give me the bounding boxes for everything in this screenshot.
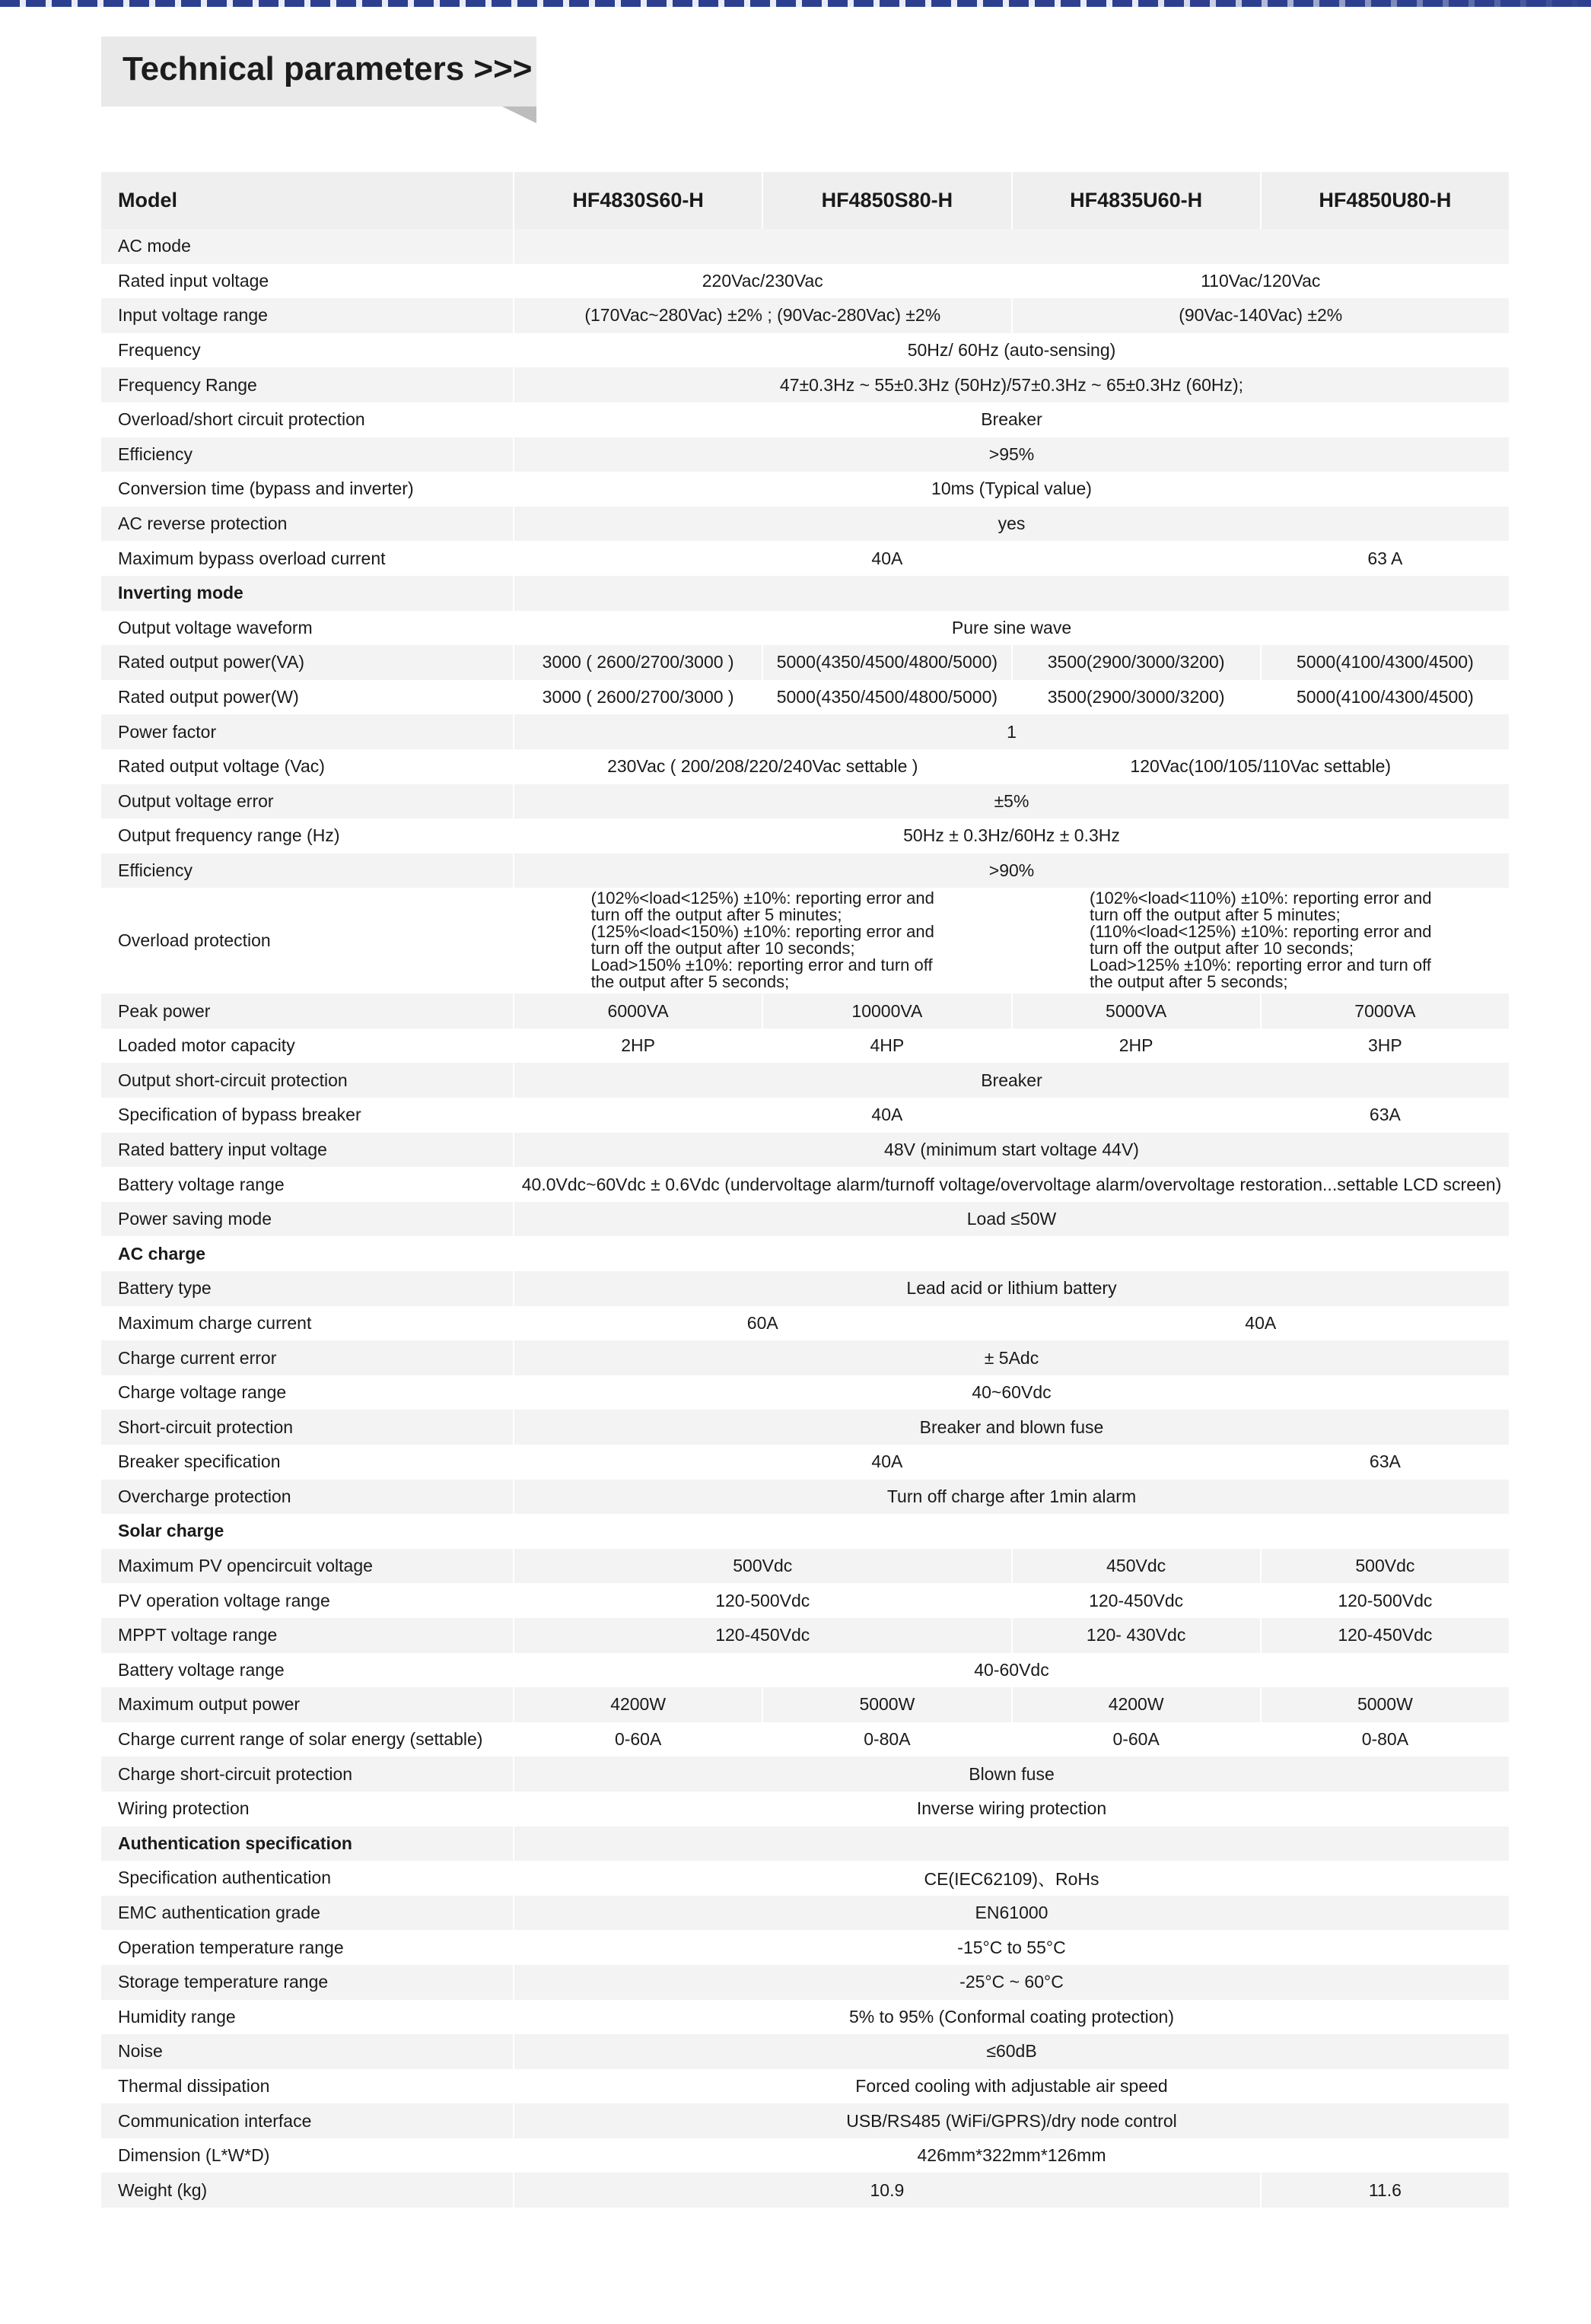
row-label: Loaded motor capacity xyxy=(101,1028,513,1063)
overload-protection-text: (102%<load<125%) ±10%: reporting error and turn off the output after 5 minutes; (125%<load<150%) ±10%: reporting error and turn off the output after 10 seconds; Load>150% ±10%: reporting error and turn off the output after 5 seconds; xyxy=(590,888,934,991)
table-row xyxy=(101,402,1509,437)
table-row xyxy=(101,1722,1509,1757)
row-label: Charge current error xyxy=(101,1340,513,1375)
row-label: Efficiency xyxy=(101,437,513,472)
row-label: AC reverse protection xyxy=(101,507,513,542)
row-label: MPPT voltage range xyxy=(101,1618,513,1653)
section-filler xyxy=(513,1514,1509,1549)
table-cell: Turn off charge after 1min alarm xyxy=(513,1480,1509,1515)
table-row xyxy=(101,1063,1509,1098)
table-row xyxy=(101,298,1509,333)
table-cell: 5% to 95% (Conformal coating protection) xyxy=(513,2000,1509,2035)
table-section-row xyxy=(101,576,1509,611)
table-row xyxy=(101,2069,1509,2104)
table-cell: 6000VA xyxy=(513,994,762,1028)
table-cell: 3HP xyxy=(1260,1028,1509,1063)
row-label: Wiring protection xyxy=(101,1791,513,1826)
table-cell: 120-500Vdc xyxy=(1260,1583,1509,1618)
table-cell: 110Vac/120Vac xyxy=(1011,264,1510,299)
row-label: Rated output power(VA) xyxy=(101,645,513,680)
section-heading: AC mode xyxy=(101,229,513,264)
table-cell: 40A xyxy=(1011,1306,1510,1341)
table-cell: 3000 ( 2600/2700/3000 ) xyxy=(513,680,762,715)
table-cell: (90Vac-140Vac) ±2% xyxy=(1011,298,1510,333)
table-cell: 40A xyxy=(513,1445,1260,1480)
table-cell: 500Vdc xyxy=(513,1549,1011,1584)
table-section-row xyxy=(101,1236,1509,1271)
top-decorative-stripe xyxy=(0,0,1591,7)
section-heading: Inverting mode xyxy=(101,576,513,611)
table-cell: 10000VA xyxy=(762,994,1010,1028)
table-section-row xyxy=(101,1826,1509,1861)
table-row xyxy=(101,1445,1509,1480)
table-row xyxy=(101,888,1509,994)
row-label: EMC authentication grade xyxy=(101,1896,513,1931)
row-label: Breaker specification xyxy=(101,1445,513,1480)
table-row xyxy=(101,367,1509,402)
table-cell: >90% xyxy=(513,854,1509,889)
table-cell: 426mm*322mm*126mm xyxy=(513,2138,1509,2173)
section-filler xyxy=(513,576,1509,611)
row-label: Rated input voltage xyxy=(101,264,513,299)
table-cell: 3000 ( 2600/2700/3000 ) xyxy=(513,645,762,680)
row-label: Input voltage range xyxy=(101,298,513,333)
section-heading: AC charge xyxy=(101,1236,513,1271)
row-label: Maximum bypass overload current xyxy=(101,541,513,576)
row-label: Maximum charge current xyxy=(101,1306,513,1341)
table-cell: 120-450Vdc xyxy=(513,1618,1011,1653)
table-cell: yes xyxy=(513,507,1509,542)
table-cell: 10.9 xyxy=(513,2173,1260,2208)
table-cell: Blown fuse xyxy=(513,1757,1509,1791)
table-row xyxy=(101,819,1509,854)
row-label: Maximum PV opencircuit voltage xyxy=(101,1549,513,1584)
table-cell: Breaker xyxy=(513,402,1509,437)
section-heading: Authentication specification xyxy=(101,1826,513,1861)
table-row xyxy=(101,611,1509,646)
table-cell: 120-500Vdc xyxy=(513,1583,1011,1618)
table-body xyxy=(101,229,1509,2208)
table-row xyxy=(101,784,1509,819)
row-label: Specification of bypass breaker xyxy=(101,1098,513,1133)
table-row xyxy=(101,507,1509,542)
row-label: Charge voltage range xyxy=(101,1375,513,1410)
table-cell: Pure sine wave xyxy=(513,611,1509,646)
table-row xyxy=(101,854,1509,889)
row-label: Communication interface xyxy=(101,2103,513,2138)
table-cell: 40.0Vdc~60Vdc ± 0.6Vdc (undervoltage alarm/turnoff voltage/overvoltage alarm/overvoltage restoration...settable LCD screen) xyxy=(513,1167,1509,1202)
table-cell: 63 A xyxy=(1260,541,1509,576)
table-row xyxy=(101,1340,1509,1375)
table-cell: 3500(2900/3000/3200) xyxy=(1011,680,1260,715)
row-label: Rated output voltage (Vac) xyxy=(101,749,513,784)
table-cell: 2HP xyxy=(1011,1028,1260,1063)
row-label: Weight (kg) xyxy=(101,2173,513,2208)
table-cell: 120-450Vdc xyxy=(1011,1583,1260,1618)
table-cell: 2HP xyxy=(513,1028,762,1063)
row-label: Battery voltage range xyxy=(101,1167,513,1202)
table-row xyxy=(101,1791,1509,1826)
table-row xyxy=(101,994,1509,1028)
table-row xyxy=(101,2173,1509,2208)
table-cell: 50Hz/ 60Hz (auto-sensing) xyxy=(513,333,1509,368)
table-row xyxy=(101,1583,1509,1618)
table-cell: Breaker xyxy=(513,1063,1509,1098)
table-cell: 0-60A xyxy=(1011,1722,1260,1757)
table-cell: 40-60Vdc xyxy=(513,1653,1509,1688)
row-label: Rated battery input voltage xyxy=(101,1133,513,1168)
table-cell: -15°C to 55°C xyxy=(513,1930,1509,1965)
row-label: Operation temperature range xyxy=(101,1930,513,1965)
section-filler xyxy=(513,1236,1509,1271)
table-cell: 3500(2900/3000/3200) xyxy=(1011,645,1260,680)
table-section-row xyxy=(101,1514,1509,1549)
header-model-1: HF4830S60-H xyxy=(513,172,762,229)
row-label: Efficiency xyxy=(101,854,513,889)
table-cell: 500Vdc xyxy=(1260,1549,1509,1584)
table-cell: USB/RS485 (WiFi/GPRS)/dry node control xyxy=(513,2103,1509,2138)
header-model-2: HF4850S80-H xyxy=(762,172,1010,229)
table-row xyxy=(101,333,1509,368)
table-cell: EN61000 xyxy=(513,1896,1509,1931)
row-label: Rated output power(W) xyxy=(101,680,513,715)
section-heading: Solar charge xyxy=(101,1514,513,1549)
table-cell: ±5% xyxy=(513,784,1509,819)
table-cell: 5000(4350/4500/4800/5000) xyxy=(762,680,1010,715)
row-label: Overload protection xyxy=(101,888,513,994)
table-row xyxy=(101,1757,1509,1791)
table-header-row xyxy=(101,172,1509,229)
header-model-3: HF4835U60-H xyxy=(1011,172,1260,229)
table-row xyxy=(101,472,1509,507)
table-row xyxy=(101,645,1509,680)
table-cell: 40~60Vdc xyxy=(513,1375,1509,1410)
row-label: Dimension (L*W*D) xyxy=(101,2138,513,2173)
table-cell: 11.6 xyxy=(1260,2173,1509,2208)
table-cell: CE(IEC62109)、RoHs xyxy=(513,1861,1509,1896)
table-cell: 4HP xyxy=(762,1028,1010,1063)
table-cell: 230Vac ( 200/208/220/240Vac settable ) xyxy=(513,749,1011,784)
table-cell: 10ms (Typical value) xyxy=(513,472,1509,507)
row-label: Output voltage error xyxy=(101,784,513,819)
row-label: Power saving mode xyxy=(101,1202,513,1237)
row-label: Output short-circuit protection xyxy=(101,1063,513,1098)
table-row xyxy=(101,1930,1509,1965)
table-cell: Forced cooling with adjustable air speed xyxy=(513,2069,1509,2104)
table-row xyxy=(101,437,1509,472)
table-cell: 450Vdc xyxy=(1011,1549,1260,1584)
table-row xyxy=(101,1202,1509,1237)
table-row xyxy=(101,1896,1509,1931)
table-row xyxy=(101,1861,1509,1896)
row-label: Frequency xyxy=(101,333,513,368)
row-label: Conversion time (bypass and inverter) xyxy=(101,472,513,507)
table-row xyxy=(101,1375,1509,1410)
table-row xyxy=(101,1306,1509,1341)
row-label: Overcharge protection xyxy=(101,1480,513,1515)
table-cell: -25°C ~ 60°C xyxy=(513,1965,1509,2000)
table-row xyxy=(101,1480,1509,1515)
row-label: Peak power xyxy=(101,994,513,1028)
table-row xyxy=(101,541,1509,576)
row-label: Specification authentication xyxy=(101,1861,513,1896)
table-section-row xyxy=(101,229,1509,264)
table-row xyxy=(101,1271,1509,1306)
row-label: Battery type xyxy=(101,1271,513,1306)
table-cell: Lead acid or lithium battery xyxy=(513,1271,1509,1306)
table-row xyxy=(101,1167,1509,1202)
table-cell xyxy=(513,888,1011,994)
table-cell: 1 xyxy=(513,714,1509,749)
table-cell: 120Vac(100/105/110Vac settable) xyxy=(1011,749,1510,784)
table-cell: ± 5Adc xyxy=(513,1340,1509,1375)
table-row xyxy=(101,1653,1509,1688)
table-cell: 40A xyxy=(513,541,1260,576)
table-cell: Load ≤50W xyxy=(513,1202,1509,1237)
row-label: Power factor xyxy=(101,714,513,749)
table-cell: 120- 430Vdc xyxy=(1011,1618,1260,1653)
table-row xyxy=(101,749,1509,784)
table-row xyxy=(101,1098,1509,1133)
table-cell: 60A xyxy=(513,1306,1011,1341)
table-row xyxy=(101,1687,1509,1722)
table-cell: 220Vac/230Vac xyxy=(513,264,1011,299)
table-cell: 5000(4100/4300/4500) xyxy=(1260,680,1509,715)
table-row xyxy=(101,1028,1509,1063)
section-filler xyxy=(513,229,1509,264)
page-title-box xyxy=(101,37,536,107)
page-title: Technical parameters >>> xyxy=(123,50,533,87)
table-cell: 5000(4350/4500/4800/5000) xyxy=(762,645,1010,680)
table-cell: ≤60dB xyxy=(513,2034,1509,2069)
table-cell: 5000(4100/4300/4500) xyxy=(1260,645,1509,680)
row-label: Noise xyxy=(101,2034,513,2069)
table-cell: 120-450Vdc xyxy=(1260,1618,1509,1653)
row-label: Charge short-circuit protection xyxy=(101,1757,513,1791)
overload-protection-text: (102%<load<110%) ±10%: reporting error and turn off the output after 5 minutes; (110%<load<125%) ±10%: reporting error and turn off the output after 10 seconds; Load>125% ±10%: reporting error and turn off the output after 5 seconds; xyxy=(1090,888,1432,991)
title-fold-decoration xyxy=(502,107,536,123)
row-label: Storage temperature range xyxy=(101,1965,513,2000)
table-row xyxy=(101,264,1509,299)
table-cell: 5000W xyxy=(762,1687,1010,1722)
table-cell: 4200W xyxy=(1011,1687,1260,1722)
table-cell: 7000VA xyxy=(1260,994,1509,1028)
table-row xyxy=(101,714,1509,749)
table-cell: 0-60A xyxy=(513,1722,762,1757)
table-cell: 47±0.3Hz ~ 55±0.3Hz (50Hz)/57±0.3Hz ~ 65±0.3Hz (60Hz); xyxy=(513,367,1509,402)
row-label: Battery voltage range xyxy=(101,1653,513,1688)
row-label: Frequency Range xyxy=(101,367,513,402)
spec-table xyxy=(101,172,1509,2208)
row-label: Humidity range xyxy=(101,2000,513,2035)
table-cell: 0-80A xyxy=(762,1722,1010,1757)
table-row xyxy=(101,2103,1509,2138)
table-cell: 4200W xyxy=(513,1687,762,1722)
table-cell: (170Vac~280Vac) ±2% ; (90Vac-280Vac) ±2% xyxy=(513,298,1011,333)
section-filler xyxy=(513,1826,1509,1861)
table-cell: 5000VA xyxy=(1011,994,1260,1028)
row-label: Overload/short circuit protection xyxy=(101,402,513,437)
row-label: Output frequency range (Hz) xyxy=(101,819,513,854)
table-cell: 48V (minimum start voltage 44V) xyxy=(513,1133,1509,1168)
row-label: PV operation voltage range xyxy=(101,1583,513,1618)
table-row xyxy=(101,1549,1509,1584)
table-cell: 40A xyxy=(513,1098,1260,1133)
row-label: Charge current range of solar energy (settable) xyxy=(101,1722,513,1757)
row-label: Maximum output power xyxy=(101,1687,513,1722)
table-row xyxy=(101,1410,1509,1445)
table-row xyxy=(101,1618,1509,1653)
table-row xyxy=(101,680,1509,715)
table-cell: 63A xyxy=(1260,1098,1509,1133)
table-row xyxy=(101,1965,1509,2000)
table-row xyxy=(101,2034,1509,2069)
table-row xyxy=(101,1133,1509,1168)
header-model-4: HF4850U80-H xyxy=(1260,172,1509,229)
table-cell: Breaker and blown fuse xyxy=(513,1410,1509,1445)
row-label: Short-circuit protection xyxy=(101,1410,513,1445)
row-label: Output voltage waveform xyxy=(101,611,513,646)
table-cell: Inverse wiring protection xyxy=(513,1791,1509,1826)
row-label: Thermal dissipation xyxy=(101,2069,513,2104)
table-cell: 0-80A xyxy=(1260,1722,1509,1757)
table-cell: 50Hz ± 0.3Hz/60Hz ± 0.3Hz xyxy=(513,819,1509,854)
table-cell xyxy=(1011,888,1510,994)
header-model-label: Model xyxy=(101,172,513,229)
table-cell: 5000W xyxy=(1260,1687,1509,1722)
table-cell: 63A xyxy=(1260,1445,1509,1480)
table-row xyxy=(101,2000,1509,2035)
table-row xyxy=(101,2138,1509,2173)
table-cell: >95% xyxy=(513,437,1509,472)
